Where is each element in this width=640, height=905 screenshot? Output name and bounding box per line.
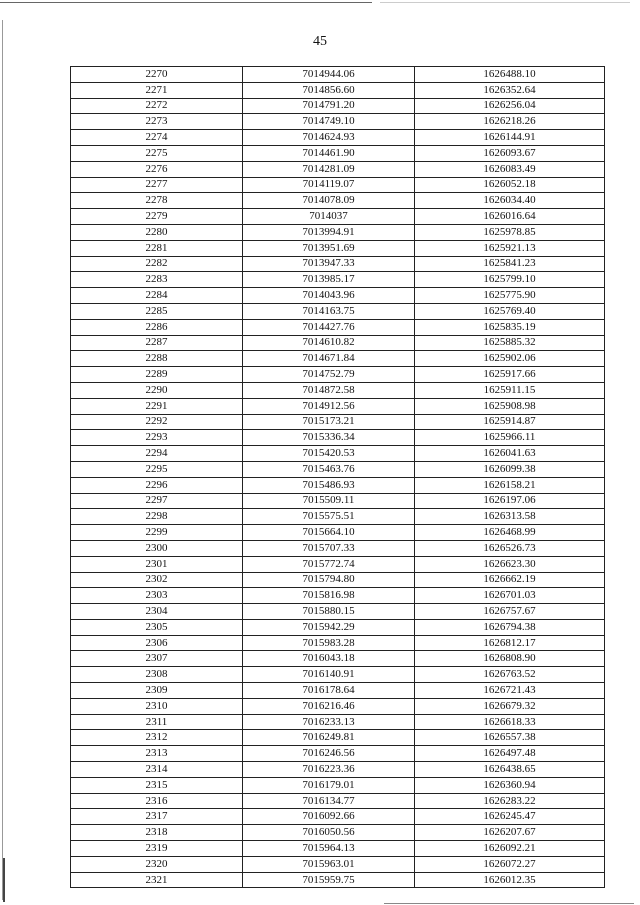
y-coordinate-cell: 1626679.32 [415, 698, 605, 714]
table-row [71, 746, 605, 762]
y-coordinate-cell: 1626072.27 [415, 856, 605, 872]
y-coordinate-cell: 1626352.64 [415, 82, 605, 98]
table-row [71, 67, 605, 83]
table-row [71, 841, 605, 857]
point-number-cell: 2278 [71, 193, 243, 209]
point-number-cell: 2308 [71, 667, 243, 683]
table-row [71, 414, 605, 430]
x-coordinate-cell: 7014163.75 [243, 303, 415, 319]
y-coordinate-cell: 1626360.94 [415, 777, 605, 793]
x-coordinate-cell: 7014872.58 [243, 382, 415, 398]
table-row [71, 698, 605, 714]
y-coordinate-cell: 1626557.38 [415, 730, 605, 746]
y-coordinate-cell: 1625835.19 [415, 319, 605, 335]
x-coordinate-cell: 7016134.77 [243, 793, 415, 809]
x-coordinate-cell: 7015463.76 [243, 461, 415, 477]
y-coordinate-cell: 1625885.32 [415, 335, 605, 351]
x-coordinate-cell: 7015336.34 [243, 430, 415, 446]
bottom-rule [384, 903, 634, 904]
table-row [71, 319, 605, 335]
y-coordinate-cell: 1626497.48 [415, 746, 605, 762]
x-coordinate-cell: 7014078.09 [243, 193, 415, 209]
x-coordinate-cell: 7015964.13 [243, 841, 415, 857]
x-coordinate-cell: 7014791.20 [243, 98, 415, 114]
table-row [71, 477, 605, 493]
table-row [71, 398, 605, 414]
y-coordinate-cell: 1626283.22 [415, 793, 605, 809]
y-coordinate-cell: 1625911.15 [415, 382, 605, 398]
point-number-cell: 2293 [71, 430, 243, 446]
x-coordinate-cell: 7014752.79 [243, 367, 415, 383]
x-coordinate-cell: 7016246.56 [243, 746, 415, 762]
y-coordinate-cell: 1626093.67 [415, 145, 605, 161]
y-coordinate-cell: 1626144.91 [415, 130, 605, 146]
point-number-cell: 2319 [71, 841, 243, 857]
point-number-cell: 2305 [71, 619, 243, 635]
y-coordinate-cell: 1626763.52 [415, 667, 605, 683]
y-coordinate-cell: 1626158.21 [415, 477, 605, 493]
point-number-cell: 2294 [71, 446, 243, 462]
y-coordinate-cell: 1625908.98 [415, 398, 605, 414]
point-number-cell: 2318 [71, 825, 243, 841]
table-row [71, 619, 605, 635]
y-coordinate-cell: 1625799.10 [415, 272, 605, 288]
x-coordinate-cell: 7016140.91 [243, 667, 415, 683]
table-row [71, 604, 605, 620]
x-coordinate-cell: 7016043.18 [243, 651, 415, 667]
point-number-cell: 2290 [71, 382, 243, 398]
x-coordinate-cell: 7016179.01 [243, 777, 415, 793]
table-row [71, 540, 605, 556]
table-row [71, 303, 605, 319]
y-coordinate-cell: 1625775.90 [415, 288, 605, 304]
table-row [71, 556, 605, 572]
x-coordinate-cell: 7014624.93 [243, 130, 415, 146]
table-row [71, 209, 605, 225]
table-row [71, 872, 605, 888]
top-rule-light [380, 2, 630, 3]
left-margin-mark [3, 858, 5, 902]
point-number-cell: 2315 [71, 777, 243, 793]
x-coordinate-cell: 7015880.15 [243, 604, 415, 620]
x-coordinate-cell: 7016249.81 [243, 730, 415, 746]
point-number-cell: 2316 [71, 793, 243, 809]
point-number-cell: 2317 [71, 809, 243, 825]
table-row [71, 667, 605, 683]
x-coordinate-cell: 7016216.46 [243, 698, 415, 714]
point-number-cell: 2312 [71, 730, 243, 746]
point-number-cell: 2320 [71, 856, 243, 872]
table-row [71, 224, 605, 240]
table-row [71, 272, 605, 288]
y-coordinate-cell: 1626757.67 [415, 604, 605, 620]
x-coordinate-cell: 7015664.10 [243, 525, 415, 541]
table-row [71, 145, 605, 161]
y-coordinate-cell: 1626488.10 [415, 67, 605, 83]
table-row [71, 683, 605, 699]
point-number-cell: 2296 [71, 477, 243, 493]
y-coordinate-cell: 1625966.11 [415, 430, 605, 446]
x-coordinate-cell: 7013951.69 [243, 240, 415, 256]
x-coordinate-cell: 7013947.33 [243, 256, 415, 272]
x-coordinate-cell: 7015575.51 [243, 509, 415, 525]
y-coordinate-cell: 1626313.58 [415, 509, 605, 525]
x-coordinate-cell: 7016223.36 [243, 762, 415, 778]
table-row [71, 714, 605, 730]
y-coordinate-cell: 1626245.47 [415, 809, 605, 825]
point-number-cell: 2275 [71, 145, 243, 161]
point-number-cell: 2297 [71, 493, 243, 509]
y-coordinate-cell: 1626083.49 [415, 161, 605, 177]
y-coordinate-cell: 1626016.64 [415, 209, 605, 225]
point-number-cell: 2273 [71, 114, 243, 130]
top-rule [0, 2, 372, 3]
point-number-cell: 2298 [71, 509, 243, 525]
x-coordinate-cell: 7015794.80 [243, 572, 415, 588]
y-coordinate-cell: 1626721.43 [415, 683, 605, 699]
y-coordinate-cell: 1626526.73 [415, 540, 605, 556]
y-coordinate-cell: 1626041.63 [415, 446, 605, 462]
table-row [71, 509, 605, 525]
table-row [71, 635, 605, 651]
y-coordinate-cell: 1625978.85 [415, 224, 605, 240]
point-number-cell: 2281 [71, 240, 243, 256]
point-number-cell: 2284 [71, 288, 243, 304]
table-row [71, 809, 605, 825]
point-number-cell: 2310 [71, 698, 243, 714]
point-number-cell: 2280 [71, 224, 243, 240]
x-coordinate-cell: 7013994.91 [243, 224, 415, 240]
point-number-cell: 2285 [71, 303, 243, 319]
y-coordinate-cell: 1626207.67 [415, 825, 605, 841]
x-coordinate-cell: 7015963.01 [243, 856, 415, 872]
table-row [71, 382, 605, 398]
table-row [71, 177, 605, 193]
table-row [71, 335, 605, 351]
y-coordinate-cell: 1626812.17 [415, 635, 605, 651]
x-coordinate-cell: 7014037 [243, 209, 415, 225]
point-number-cell: 2286 [71, 319, 243, 335]
table-row [71, 193, 605, 209]
x-coordinate-cell: 7014461.90 [243, 145, 415, 161]
point-number-cell: 2271 [71, 82, 243, 98]
point-number-cell: 2321 [71, 872, 243, 888]
table-row [71, 114, 605, 130]
page-number: 45 [313, 34, 327, 49]
y-coordinate-cell: 1626468.99 [415, 525, 605, 541]
table-row [71, 130, 605, 146]
point-number-cell: 2277 [71, 177, 243, 193]
coordinates-table-body [71, 67, 605, 888]
x-coordinate-cell: 7014119.07 [243, 177, 415, 193]
coordinates-table [70, 66, 605, 888]
point-number-cell: 2276 [71, 161, 243, 177]
table-row [71, 572, 605, 588]
y-coordinate-cell: 1626794.38 [415, 619, 605, 635]
table-row [71, 351, 605, 367]
point-number-cell: 2307 [71, 651, 243, 667]
x-coordinate-cell: 7015983.28 [243, 635, 415, 651]
x-coordinate-cell: 7016050.56 [243, 825, 415, 841]
x-coordinate-cell: 7015959.75 [243, 872, 415, 888]
y-coordinate-cell: 1626197.06 [415, 493, 605, 509]
table-row [71, 856, 605, 872]
x-coordinate-cell: 7016178.64 [243, 683, 415, 699]
x-coordinate-cell: 7014856.60 [243, 82, 415, 98]
point-number-cell: 2274 [71, 130, 243, 146]
point-number-cell: 2299 [71, 525, 243, 541]
x-coordinate-cell: 7014749.10 [243, 114, 415, 130]
y-coordinate-cell: 1626099.38 [415, 461, 605, 477]
point-number-cell: 2306 [71, 635, 243, 651]
y-coordinate-cell: 1626012.35 [415, 872, 605, 888]
x-coordinate-cell: 7014427.76 [243, 319, 415, 335]
point-number-cell: 2270 [71, 67, 243, 83]
point-number-cell: 2303 [71, 588, 243, 604]
table-row [71, 651, 605, 667]
point-number-cell: 2291 [71, 398, 243, 414]
point-number-cell: 2313 [71, 746, 243, 762]
y-coordinate-cell: 1625841.23 [415, 256, 605, 272]
point-number-cell: 2314 [71, 762, 243, 778]
x-coordinate-cell: 7013985.17 [243, 272, 415, 288]
table-row [71, 461, 605, 477]
y-coordinate-cell: 1626701.03 [415, 588, 605, 604]
table-row [71, 446, 605, 462]
x-coordinate-cell: 7016233.13 [243, 714, 415, 730]
table-row [71, 793, 605, 809]
x-coordinate-cell: 7014671.84 [243, 351, 415, 367]
point-number-cell: 2287 [71, 335, 243, 351]
table-row [71, 588, 605, 604]
x-coordinate-cell: 7016092.66 [243, 809, 415, 825]
point-number-cell: 2309 [71, 683, 243, 699]
x-coordinate-cell: 7014043.96 [243, 288, 415, 304]
y-coordinate-cell: 1626623.30 [415, 556, 605, 572]
table-row [71, 430, 605, 446]
table-row [71, 82, 605, 98]
x-coordinate-cell: 7015486.93 [243, 477, 415, 493]
point-number-cell: 2289 [71, 367, 243, 383]
y-coordinate-cell: 1625914.87 [415, 414, 605, 430]
y-coordinate-cell: 1626808.90 [415, 651, 605, 667]
table-row [71, 288, 605, 304]
x-coordinate-cell: 7015420.53 [243, 446, 415, 462]
x-coordinate-cell: 7014912.56 [243, 398, 415, 414]
y-coordinate-cell: 1626256.04 [415, 98, 605, 114]
x-coordinate-cell: 7015816.98 [243, 588, 415, 604]
y-coordinate-cell: 1626034.40 [415, 193, 605, 209]
x-coordinate-cell: 7015772.74 [243, 556, 415, 572]
table-row [71, 730, 605, 746]
x-coordinate-cell: 7014281.09 [243, 161, 415, 177]
table-row [71, 762, 605, 778]
table-row [71, 161, 605, 177]
y-coordinate-cell: 1625902.06 [415, 351, 605, 367]
y-coordinate-cell: 1626092.21 [415, 841, 605, 857]
y-coordinate-cell: 1625917.66 [415, 367, 605, 383]
point-number-cell: 2292 [71, 414, 243, 430]
left-page-edge [2, 20, 3, 900]
x-coordinate-cell: 7015942.29 [243, 619, 415, 635]
y-coordinate-cell: 1626438.65 [415, 762, 605, 778]
y-coordinate-cell: 1626662.19 [415, 572, 605, 588]
point-number-cell: 2302 [71, 572, 243, 588]
point-number-cell: 2288 [71, 351, 243, 367]
point-number-cell: 2300 [71, 540, 243, 556]
point-number-cell: 2279 [71, 209, 243, 225]
table-row [71, 98, 605, 114]
table-row [71, 493, 605, 509]
x-coordinate-cell: 7015173.21 [243, 414, 415, 430]
table-row [71, 525, 605, 541]
x-coordinate-cell: 7015509.11 [243, 493, 415, 509]
point-number-cell: 2283 [71, 272, 243, 288]
table-row [71, 256, 605, 272]
point-number-cell: 2304 [71, 604, 243, 620]
x-coordinate-cell: 7014944.06 [243, 67, 415, 83]
y-coordinate-cell: 1626618.33 [415, 714, 605, 730]
table-row [71, 240, 605, 256]
y-coordinate-cell: 1626052.18 [415, 177, 605, 193]
x-coordinate-cell: 7015707.33 [243, 540, 415, 556]
point-number-cell: 2295 [71, 461, 243, 477]
x-coordinate-cell: 7014610.82 [243, 335, 415, 351]
y-coordinate-cell: 1626218.26 [415, 114, 605, 130]
point-number-cell: 2301 [71, 556, 243, 572]
y-coordinate-cell: 1625769.40 [415, 303, 605, 319]
point-number-cell: 2282 [71, 256, 243, 272]
point-number-cell: 2311 [71, 714, 243, 730]
table-row [71, 825, 605, 841]
table-row [71, 777, 605, 793]
y-coordinate-cell: 1625921.13 [415, 240, 605, 256]
point-number-cell: 2272 [71, 98, 243, 114]
table-row [71, 367, 605, 383]
